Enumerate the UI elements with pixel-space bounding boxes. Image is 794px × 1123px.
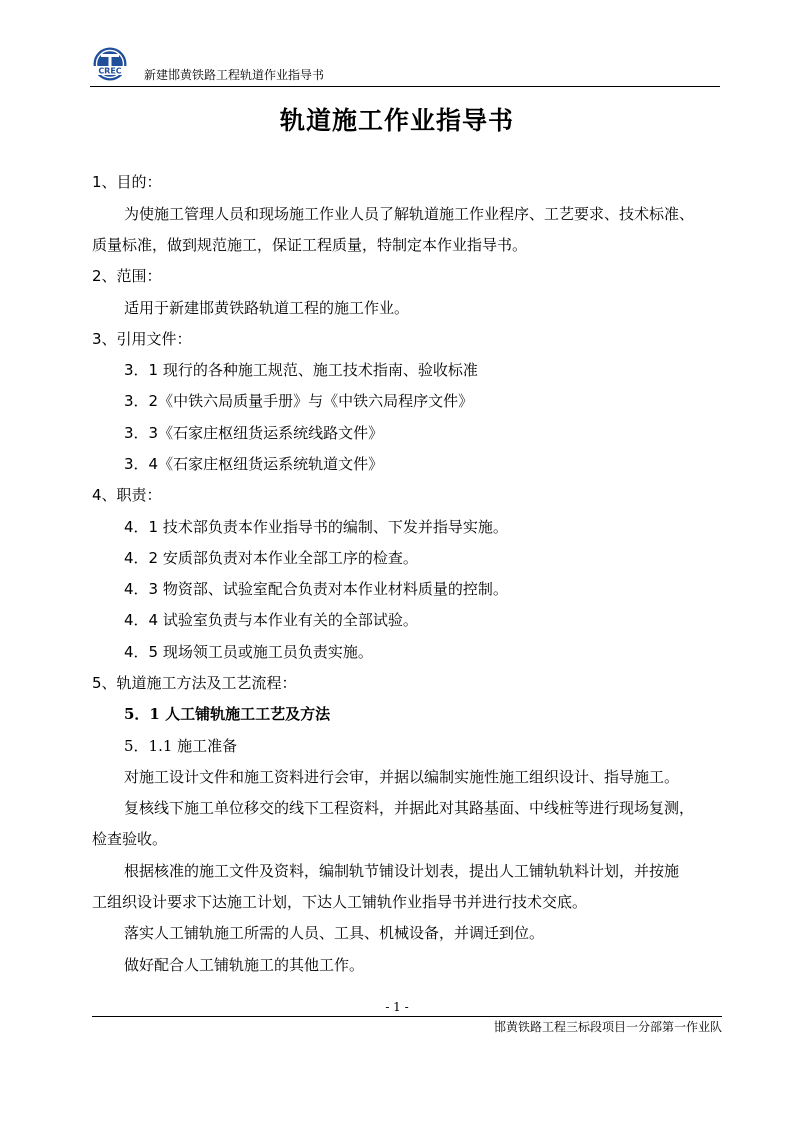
footer-divider [92,1016,722,1017]
list-item: 3．3《石家庄枢纽货运系统线路文件》 [124,424,384,442]
page-header [90,46,720,88]
paragraph-line: 为使施工管理人员和现场施工作业人员了解轨道施工作业程序、工艺要求、技术标准、 [124,205,695,223]
page-number: - 1 - [385,1000,409,1014]
logo-text: CREC [98,66,122,76]
list-item: 3．2《中铁六局质量手册》与《中铁六局程序文件》 [124,392,474,410]
header-title: 新建邯黄铁路工程轨道作业指导书 [144,68,325,82]
list-item: 4．4 试验室负责与本作业有关的全部试验。 [124,611,418,629]
list-item: 4．3 物资部、试验室配合负责对本作业材料质量的控制。 [124,580,508,598]
header-divider [90,86,720,87]
list-item: 3．4《石家庄枢纽货运系统轨道文件》 [124,455,384,473]
subsection-heading: 5．1.1 施工准备 [124,737,238,755]
paragraph-line: 适用于新建邯黄铁路轨道工程的施工作业。 [124,299,410,317]
list-item: 3．1 现行的各种施工规范、施工技术指南、验收标准 [124,361,478,379]
footer-organization: 邯黄铁路工程三标段项目一分部第一作业队 [493,1020,722,1034]
subsection-heading: 5．1 人工铺轨施工工艺及方法 [124,705,331,723]
section-heading: 3、引用文件： [92,330,192,348]
paragraph-line: 落实人工铺轨施工所需的人员、工具、机械设备，并调迁到位。 [124,924,545,942]
section-heading: 1、目的： [92,173,162,191]
paragraph-line: 质量标准，做到规范施工，保证工程质量，特制定本作业指导书。 [92,236,528,254]
section-heading: 5、轨道施工方法及工艺流程： [92,674,297,692]
paragraph-line: 根据核准的施工文件及资料，编制轨节铺设计划表，提出人工铺轨轨料计划，并按施 [124,862,680,880]
section-heading: 2、范围： [92,267,162,285]
document-title: 轨道施工作业指导书 [279,106,514,135]
paragraph-line: 检查验收。 [92,830,168,848]
crec-logo-icon [90,46,130,82]
section-heading: 4、职责： [92,486,162,504]
paragraph-line: 工组织设计要求下达施工计划，下达人工铺轨作业指导书并进行技术交底。 [92,893,588,911]
list-item: 4．5 现场领工员或施工员负责实施。 [124,643,373,661]
paragraph-line: 对施工设计文件和施工资料进行会审，并据以编制实施性施工组织设计、指导施工。 [124,768,680,786]
paragraph-line: 复核线下施工单位移交的线下工程资料，并据此对其路基面、中线桩等进行现场复测， [124,799,695,817]
paragraph-line: 做好配合人工铺轨施工的其他工作。 [124,956,365,974]
list-item: 4．2 安质部负责对本作业全部工序的检查。 [124,549,418,567]
list-item: 4．1 技术部负责本作业指导书的编制、下发并指导实施。 [124,518,508,536]
